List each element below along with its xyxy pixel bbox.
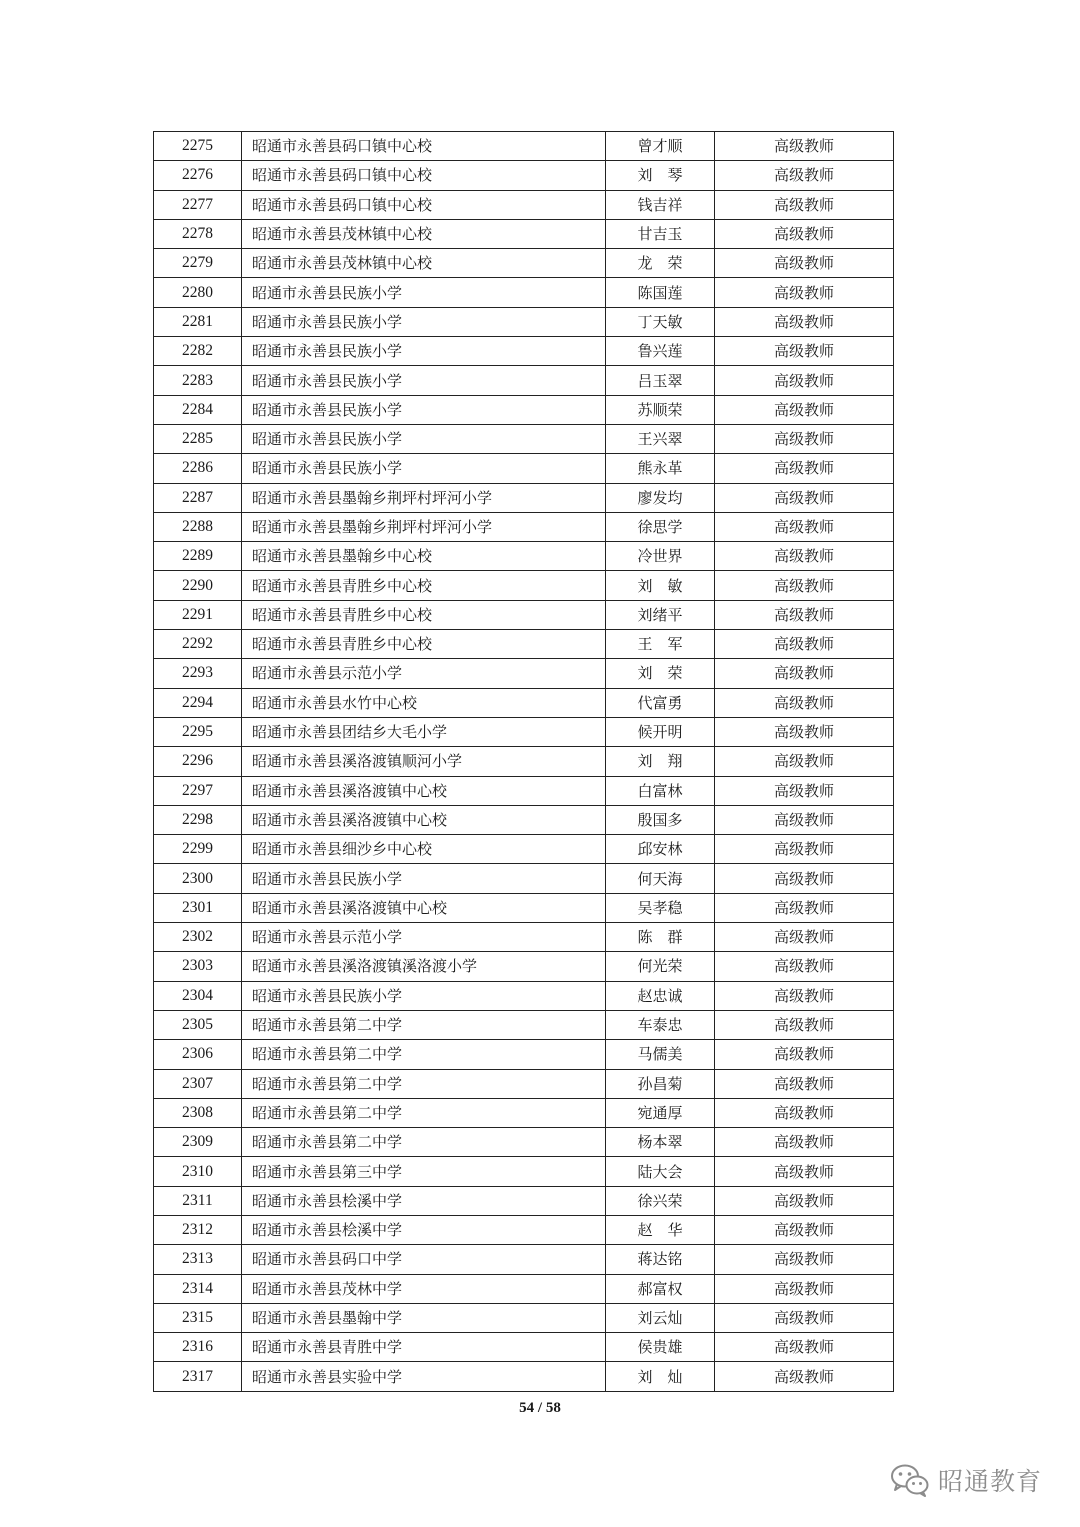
school-cell: 昭通市永善县民族小学 [242,395,606,424]
row-number-cell: 2285 [154,424,242,453]
row-number-cell: 2300 [154,864,242,893]
table-row [154,1098,894,1127]
table-row [154,952,894,981]
title-cell: 高级教师 [715,630,894,659]
title-cell: 高级教师 [715,952,894,981]
title-cell: 高级教师 [715,1333,894,1362]
teacher-name-cell: 杨本翠 [606,1128,715,1157]
school-cell: 昭通市永善县第二中学 [242,1069,606,1098]
row-number-cell: 2275 [154,132,242,161]
table-row [154,161,894,190]
title-cell: 高级教师 [715,512,894,541]
teacher-name-cell: 陈国莲 [606,278,715,307]
row-number-cell: 2291 [154,600,242,629]
row-number-cell: 2287 [154,483,242,512]
table-row [154,512,894,541]
school-cell: 昭通市永善县民族小学 [242,366,606,395]
title-cell: 高级教师 [715,395,894,424]
teacher-name-cell: 鲁兴莲 [606,337,715,366]
teacher-name-cell: 马儒美 [606,1040,715,1069]
row-number-cell: 2283 [154,366,242,395]
wechat-icon [890,1463,930,1497]
teacher-name-cell: 熊永革 [606,454,715,483]
title-cell: 高级教师 [715,1069,894,1098]
table-row [154,249,894,278]
table-row [154,1157,894,1186]
row-number-cell: 2299 [154,835,242,864]
title-cell: 高级教师 [715,600,894,629]
school-cell: 昭通市永善县民族小学 [242,864,606,893]
school-cell: 昭通市永善县民族小学 [242,337,606,366]
school-cell: 昭通市永善县第三中学 [242,1157,606,1186]
school-cell: 昭通市永善县茂林镇中心校 [242,219,606,248]
table-row [154,835,894,864]
row-number-cell: 2297 [154,776,242,805]
table-row [154,1274,894,1303]
row-number-cell: 2315 [154,1303,242,1332]
title-cell: 高级教师 [715,805,894,834]
table-row [154,923,894,952]
title-cell: 高级教师 [715,659,894,688]
page-number: 54 / 58 [519,1400,561,1416]
teacher-name-cell: 代富勇 [606,688,715,717]
row-number-cell: 2312 [154,1215,242,1244]
teacher-name-cell: 钱吉祥 [606,190,715,219]
row-number-cell: 2307 [154,1069,242,1098]
row-number-cell: 2305 [154,1010,242,1039]
school-cell: 昭通市永善县示范小学 [242,923,606,952]
teacher-name-cell: 孙昌菊 [606,1069,715,1098]
school-cell: 昭通市永善县溪洛渡镇中心校 [242,893,606,922]
teacher-name-cell: 刘 灿 [606,1362,715,1391]
table-row [154,424,894,453]
school-cell: 昭通市永善县溪洛渡镇顺河小学 [242,747,606,776]
school-cell: 昭通市永善县码口镇中心校 [242,190,606,219]
title-cell: 高级教师 [715,1157,894,1186]
teacher-name-cell: 吴孝稳 [606,893,715,922]
table-row [154,366,894,395]
school-cell: 昭通市永善县民族小学 [242,424,606,453]
watermark [890,1462,1042,1498]
teacher-name-cell: 王 军 [606,630,715,659]
school-cell: 昭通市永善县水竹中心校 [242,688,606,717]
title-cell: 高级教师 [715,981,894,1010]
school-cell: 昭通市永善县溪洛渡镇溪洛渡小学 [242,952,606,981]
title-cell: 高级教师 [715,337,894,366]
row-number-cell: 2311 [154,1186,242,1215]
teacher-name-cell: 候开明 [606,717,715,746]
teacher-name-cell: 陆大会 [606,1157,715,1186]
teacher-name-cell: 刘 琴 [606,161,715,190]
row-number-cell: 2288 [154,512,242,541]
table-row [154,893,894,922]
teacher-name-cell: 刘绪平 [606,600,715,629]
teacher-name-cell: 曾才顺 [606,132,715,161]
teacher-name-cell: 殷国多 [606,805,715,834]
row-number-cell: 2313 [154,1245,242,1274]
school-cell: 昭通市永善县民族小学 [242,981,606,1010]
table-row [154,571,894,600]
teacher-name-cell: 陈 群 [606,923,715,952]
table-row [154,776,894,805]
teacher-name-cell: 赵 华 [606,1215,715,1244]
table-row [154,542,894,571]
row-number-cell: 2298 [154,805,242,834]
title-cell: 高级教师 [715,1303,894,1332]
teacher-name-cell: 吕玉翠 [606,366,715,395]
title-cell: 高级教师 [715,1215,894,1244]
title-cell: 高级教师 [715,161,894,190]
title-cell: 高级教师 [715,278,894,307]
table-row [154,805,894,834]
table-row [154,307,894,336]
title-cell: 高级教师 [715,249,894,278]
table-row [154,1186,894,1215]
teacher-name-cell: 王兴翠 [606,424,715,453]
table-row [154,1362,894,1391]
title-cell: 高级教师 [715,1098,894,1127]
teacher-name-cell: 何天海 [606,864,715,893]
school-cell: 昭通市永善县墨翰乡中心校 [242,542,606,571]
school-cell: 昭通市永善县溪洛渡镇中心校 [242,805,606,834]
row-number-cell: 2303 [154,952,242,981]
row-number-cell: 2293 [154,659,242,688]
table-row [154,864,894,893]
school-cell: 昭通市永善县茂林中学 [242,1274,606,1303]
table-row [154,219,894,248]
table-row [154,688,894,717]
school-cell: 昭通市永善县民族小学 [242,278,606,307]
title-cell: 高级教师 [715,542,894,571]
title-cell: 高级教师 [715,483,894,512]
title-cell: 高级教师 [715,864,894,893]
title-cell: 高级教师 [715,307,894,336]
table-row [154,1333,894,1362]
school-cell: 昭通市永善县细沙乡中心校 [242,835,606,864]
title-cell: 高级教师 [715,1040,894,1069]
teacher-name-cell: 宛通厚 [606,1098,715,1127]
table-row [154,132,894,161]
title-cell: 高级教师 [715,776,894,805]
teacher-name-cell: 徐思学 [606,512,715,541]
teacher-name-cell: 车泰忠 [606,1010,715,1039]
teacher-name-cell: 廖发均 [606,483,715,512]
school-cell: 昭通市永善县青胜乡中心校 [242,600,606,629]
watermark-text: 昭通教育 [937,1467,1042,1496]
teacher-name-cell: 何光荣 [606,952,715,981]
row-number-cell: 2289 [154,542,242,571]
table-row [154,1069,894,1098]
table-row [154,1245,894,1274]
table-row [154,483,894,512]
table-row [154,337,894,366]
school-cell: 昭通市永善县青胜中学 [242,1333,606,1362]
row-number-cell: 2310 [154,1157,242,1186]
teacher-name-cell: 邱安林 [606,835,715,864]
school-cell: 昭通市永善县墨翰乡荆坪村坪河小学 [242,512,606,541]
school-cell: 昭通市永善县青胜乡中心校 [242,630,606,659]
title-cell: 高级教师 [715,366,894,395]
school-cell: 昭通市永善县墨翰乡荆坪村坪河小学 [242,483,606,512]
row-number-cell: 2314 [154,1274,242,1303]
row-number-cell: 2282 [154,337,242,366]
table-row [154,1040,894,1069]
table-row [154,981,894,1010]
school-cell: 昭通市永善县码口镇中心校 [242,161,606,190]
school-cell: 昭通市永善县第二中学 [242,1010,606,1039]
teacher-name-cell: 刘 翔 [606,747,715,776]
table-row [154,395,894,424]
teacher-name-cell: 甘吉玉 [606,219,715,248]
row-number-cell: 2284 [154,395,242,424]
row-number-cell: 2280 [154,278,242,307]
row-number-cell: 2294 [154,688,242,717]
teacher-name-cell: 刘云灿 [606,1303,715,1332]
table-row [154,1215,894,1244]
row-number-cell: 2281 [154,307,242,336]
row-number-cell: 2286 [154,454,242,483]
table-row [154,454,894,483]
title-cell: 高级教师 [715,454,894,483]
title-cell: 高级教师 [715,1186,894,1215]
title-cell: 高级教师 [715,1274,894,1303]
teacher-name-cell: 刘 荣 [606,659,715,688]
title-cell: 高级教师 [715,717,894,746]
row-number-cell: 2290 [154,571,242,600]
table-row [154,600,894,629]
school-cell: 昭通市永善县第二中学 [242,1040,606,1069]
teacher-name-cell: 龙 荣 [606,249,715,278]
title-cell: 高级教师 [715,132,894,161]
table-row [154,190,894,219]
school-cell: 昭通市永善县示范小学 [242,659,606,688]
title-cell: 高级教师 [715,923,894,952]
table-row [154,1010,894,1039]
title-cell: 高级教师 [715,1362,894,1391]
table-row [154,717,894,746]
title-cell: 高级教师 [715,571,894,600]
row-number-cell: 2277 [154,190,242,219]
table-row [154,1303,894,1332]
row-number-cell: 2295 [154,717,242,746]
title-cell: 高级教师 [715,1010,894,1039]
school-cell: 昭通市永善县民族小学 [242,307,606,336]
title-cell: 高级教师 [715,747,894,776]
title-cell: 高级教师 [715,219,894,248]
table-row [154,1128,894,1157]
row-number-cell: 2276 [154,161,242,190]
teacher-name-cell: 苏顺荣 [606,395,715,424]
row-number-cell: 2306 [154,1040,242,1069]
teacher-name-cell: 侯贵雄 [606,1333,715,1362]
school-cell: 昭通市永善县墨翰中学 [242,1303,606,1332]
teacher-name-cell: 蒋达铭 [606,1245,715,1274]
row-number-cell: 2309 [154,1128,242,1157]
school-cell: 昭通市永善县青胜乡中心校 [242,571,606,600]
row-number-cell: 2301 [154,893,242,922]
table-row [154,659,894,688]
school-cell: 昭通市永善县实验中学 [242,1362,606,1391]
school-cell: 昭通市永善县第二中学 [242,1128,606,1157]
teacher-name-cell: 郝富权 [606,1274,715,1303]
school-cell: 昭通市永善县茂林镇中心校 [242,249,606,278]
school-cell: 昭通市永善县溪洛渡镇中心校 [242,776,606,805]
row-number-cell: 2296 [154,747,242,776]
teacher-name-cell: 徐兴荣 [606,1186,715,1215]
school-cell: 昭通市永善县桧溪中学 [242,1186,606,1215]
teacher-name-cell: 丁天敏 [606,307,715,336]
teacher-name-cell: 赵忠诚 [606,981,715,1010]
row-number-cell: 2302 [154,923,242,952]
school-cell: 昭通市永善县码口镇中心校 [242,132,606,161]
title-cell: 高级教师 [715,835,894,864]
title-cell: 高级教师 [715,688,894,717]
teacher-name-cell: 冷世界 [606,542,715,571]
teacher-name-cell: 白富林 [606,776,715,805]
title-cell: 高级教师 [715,1245,894,1274]
school-cell: 昭通市永善县民族小学 [242,454,606,483]
row-number-cell: 2316 [154,1333,242,1362]
school-cell: 昭通市永善县第二中学 [242,1098,606,1127]
teacher-list-table [153,131,894,1392]
row-number-cell: 2278 [154,219,242,248]
school-cell: 昭通市永善县团结乡大毛小学 [242,717,606,746]
row-number-cell: 2279 [154,249,242,278]
row-number-cell: 2308 [154,1098,242,1127]
row-number-cell: 2292 [154,630,242,659]
title-cell: 高级教师 [715,424,894,453]
table-row [154,630,894,659]
title-cell: 高级教师 [715,893,894,922]
school-cell: 昭通市永善县桧溪中学 [242,1215,606,1244]
title-cell: 高级教师 [715,190,894,219]
row-number-cell: 2317 [154,1362,242,1391]
row-number-cell: 2304 [154,981,242,1010]
table-row [154,278,894,307]
table-body [154,132,894,1392]
teacher-name-cell: 刘 敏 [606,571,715,600]
title-cell: 高级教师 [715,1128,894,1157]
school-cell: 昭通市永善县码口中学 [242,1245,606,1274]
table-row [154,747,894,776]
